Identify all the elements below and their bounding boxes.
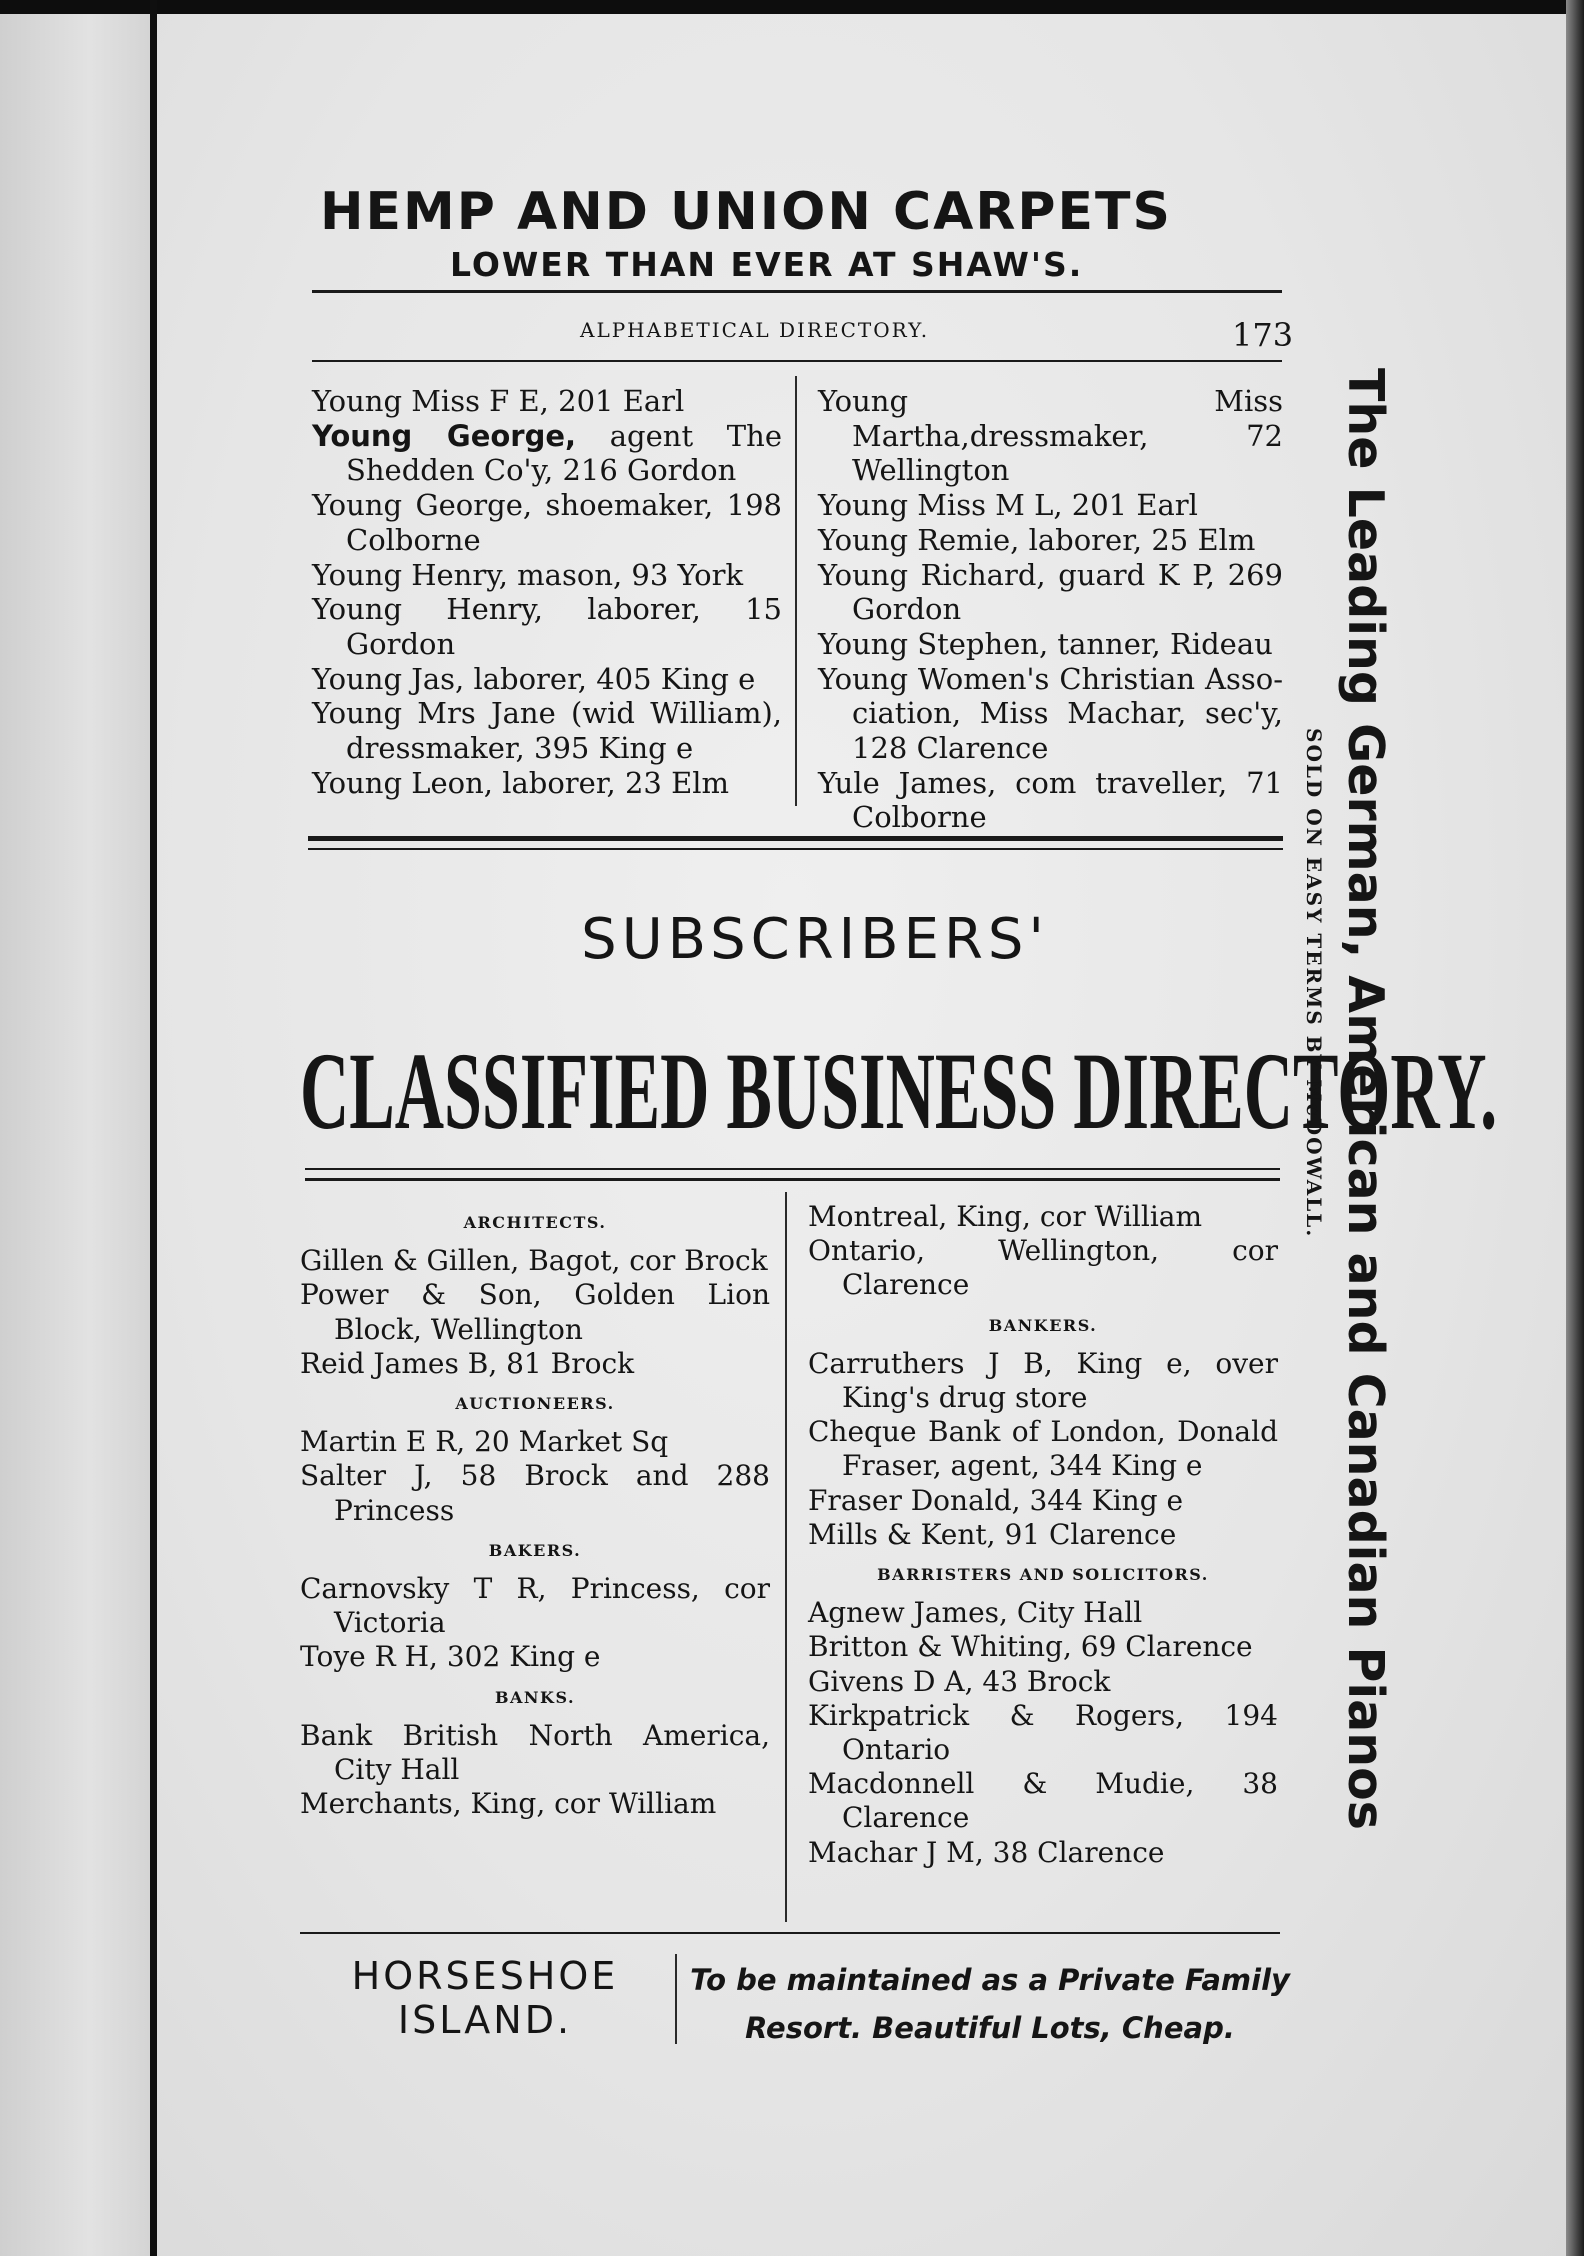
ad-horseshoe-details [690,1956,1290,2052]
list-item: Young Women's Christian Asso-ciation, Miss Machar, sec'y, 128 Clarence [818,661,1283,766]
list-item: Salter J, 58 Brock and 288 Princess [300,1459,770,1527]
list-item: Montreal, King, cor William [808,1200,1203,1233]
category-heading: AUCTIONEERS. [455,1394,615,1414]
ad-horseshoe-line2: ISLAND. [397,1998,573,2042]
list-item: Yule James, com traveller, 71 Colborne [818,765,1283,835]
category-heading: ARCHITECTS. [463,1213,607,1232]
page-number: 173 [1232,316,1294,354]
list-item: Cheque Bank of London, Donald Fraser, agent, 344 King e [808,1415,1278,1483]
list-item: Macdonnell & Mudie, 38 Clarence [808,1767,1278,1835]
list-item: Toye R H, 302 King e [300,1640,601,1674]
list-item: Young George, shoemaker, 198 Colborne [312,488,782,557]
rule [308,848,1283,850]
alpha-column-right [818,384,1283,835]
category-heading: BANKERS. [988,1315,1098,1335]
classified-heading: CLASSIFIED BUSINESS DIRECTORY. [300,1030,1498,1152]
scan-left-border [150,0,157,2256]
rule [305,1168,1280,1170]
rule [312,290,1282,293]
list-item: Young Remie, laborer, 25 Elm [818,522,1256,557]
rule [305,1178,1280,1181]
category-heading: BAKERS. [488,1540,582,1560]
business-column-right [808,1200,1278,1870]
list-item: Agnew James, City Hall [808,1596,1143,1630]
list-item: Power & Son, Golden Lion Block, Wellington [300,1278,770,1346]
rule [300,1932,1280,1934]
list-item: Carruthers J B, King e, over King's drug store [808,1346,1278,1415]
category-heading: BANKS. [494,1687,576,1707]
list-item: Young Miss F E, 201 Earl [312,384,685,418]
list-item: Young Miss M L, 201 Earl [818,488,1198,523]
list-item: Young Leon, laborer, 23 Elm [312,765,730,800]
list-item: Young Miss Martha,dressmaker, 72 Wellington [818,384,1283,488]
list-item: Kirkpatrick & Rogers, 194 Ontario [808,1698,1278,1767]
list-item: Machar J M, 38 Clarence [808,1835,1165,1869]
ad-pianos-subline: SOLD ON EASY TERMS BY McDOWALL. [1302,728,1326,1239]
ad-divider [675,1954,677,2044]
category-heading: BARRISTERS AND SOLICITORS. [877,1565,1209,1585]
list-item: Young Mrs Jane (wid William), dressmaker, 395 King e [312,696,782,766]
business-column-left [300,1200,770,1821]
subscribers-heading: SUBSCRIBERS' [581,907,1049,972]
ad-hemp-title: HEMP AND UNION CARPETS [320,182,1172,242]
list-item: Young Stephen, tanner, Rideau [818,626,1273,661]
alpha-column-left [312,384,782,800]
list-item: Martin E R, 20 Market Sq [300,1425,669,1459]
list-item: Young Richard, guard K P, 269 Gordon [818,557,1283,627]
list-item: Young Jas, laborer, 405 King e [312,661,756,696]
list-item: Merchants, King, cor William [300,1787,717,1821]
scan-left-margin [0,14,150,2256]
ad-horseshoe-line1: HORSESHOE [351,1954,619,1998]
scan-top-edge [0,0,1584,14]
list-item: Young George, agent The Shedden Co'y, 216 Gordon [312,418,782,488]
ad-horseshoe-detail-line2: Resort. Beautiful Lots, Cheap. [745,2011,1235,2045]
scan-right-edge [1566,0,1584,2256]
ad-pianos-vertical: The Leading German, American and Canadian Pianos [1337,368,1394,1830]
column-divider [785,1192,787,1922]
rule [308,836,1283,841]
rule [312,360,1282,362]
running-head: ALPHABETICAL DIRECTORY. [580,318,930,342]
list-item: Young Henry, mason, 93 York [312,557,744,592]
list-item: Reid James B, 81 Brock [300,1346,635,1380]
classified-heading-wrap [300,1030,1498,1156]
list-item: Young Henry, laborer, 15 Gordon [312,592,782,661]
list-item: Bank British North America, City Hall [300,1718,770,1787]
list-item: Mills & Kent, 91 Clarence [808,1517,1177,1551]
ad-horseshoe-detail-line1: To be maintained as a Private Family [690,1963,1290,1997]
ad-hemp-subtitle: LOWER THAN EVER AT SHAW'S. [450,245,1084,284]
list-item: Gillen & Gillen, Bagot, cor Brock [300,1244,768,1278]
list-item: Ontario, Wellington, cor Clarence [808,1234,1278,1302]
column-divider [795,376,797,806]
list-item: Givens D A, 43 Brock [808,1664,1111,1698]
list-item: Carnovsky T R, Princess, cor Victoria [300,1572,770,1640]
list-item: Fraser Donald, 344 King e [808,1483,1184,1517]
ad-horseshoe-island [300,1954,670,2042]
list-item: Britton & Whiting, 69 Clarence [808,1630,1253,1664]
